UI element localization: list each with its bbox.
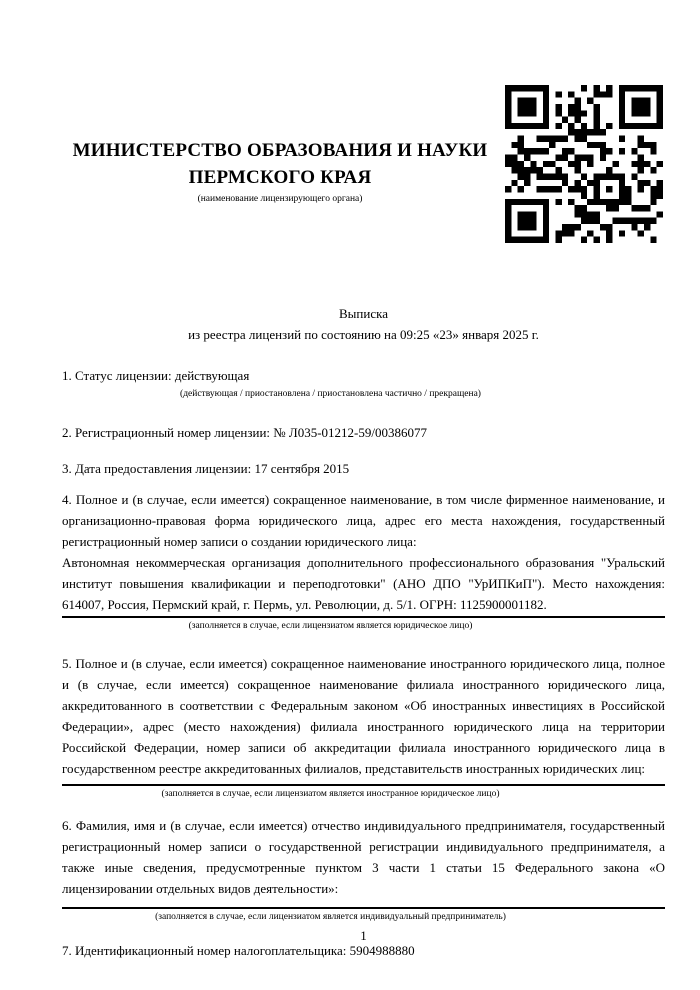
legal-entity-value: Автономная некоммерческая организация дополнительного профессионального образования "Уральский институт повышения квалификации и переподготовки" (АНО ДПО "УрИПКиП"). Место нахождения: 614007, Россия, Пермский край, г. Пермь, ул. Революции, д. 5/1. ОГРН: 1125900001182.	[62, 555, 665, 612]
entrepreneur-underline	[62, 907, 665, 909]
field-entrepreneur	[62, 815, 665, 924]
ministry-title	[62, 137, 498, 191]
ministry-title-line1: МИНИСТЕРСТВО ОБРАЗОВАНИЯ И НАУКИ	[72, 140, 488, 161]
licensing-authority-header	[62, 0, 498, 206]
document-title	[62, 303, 665, 345]
ministry-caption: (наименование лицензирующего органа)	[197, 194, 363, 204]
field-license-status	[62, 365, 665, 401]
document-title-line1: Выписка	[339, 306, 388, 321]
qr-code-icon	[505, 85, 663, 243]
license-status-caption: (действующая / приостановлена / приостановлена частично / прекращена)	[180, 389, 481, 399]
license-status-text: 1. Статус лицензии: действующая	[62, 368, 250, 383]
field-foreign-entity	[62, 653, 665, 801]
legal-entity-underline	[62, 616, 665, 618]
field-license-date	[62, 458, 665, 479]
foreign-entity-caption: (заполняется в случае, если лицензиатом является иностранное юридическое лицо)	[161, 789, 500, 799]
field-legal-entity	[62, 489, 665, 633]
legal-entity-label: 4. Полное и (в случае, если имеется) сокращенное наименование, в том числе фирменное наименование, и организационно-правовая форма юридического лица, адрес его места нахождения, государственный регистрационный номер записи о создании юридического лица:	[62, 492, 665, 549]
registration-number-text: 2. Регистрационный номер лицензии: № Л035-01212-59/00386077	[62, 425, 428, 440]
foreign-entity-label: 5. Полное и (в случае, если имеется) сокращенное наименование иностранного юридического лица, полное и (в случае, если имеется) сокращенное наименование филиала иностранного юридического лица, аккредитованного в соответствии с Федеральным законом «Об иностранных инвестициях в Российской Федерации», адрес (место нахождения) филиала иностранного юридического лица на территории Российской Федерации, номер записи об аккредитации филиала иностранного юридического лица в государственном реестре аккредитованных филиалов, представительств иностранных юридических лиц:	[62, 656, 665, 776]
ministry-title-line2: ПЕРМСКОГО КРАЯ	[188, 167, 372, 188]
license-date-text: 3. Дата предоставления лицензии: 17 сентября 2015	[62, 461, 350, 476]
legal-entity-caption: (заполняется в случае, если лицензиатом является юридическое лицо)	[188, 621, 473, 631]
document-body	[62, 365, 665, 961]
field-registration-number	[62, 422, 665, 443]
entrepreneur-label: 6. Фамилия, имя и (в случае, если имеется) отчество индивидуального предпринимателя, государственный регистрационный номер записи о государственной регистрации индивидуального предпринимателя, а также иные сведения, предусмотренные пунктом 3 части 1 статьи 15 Федерального закона «О лицензировании отдельных видов деятельности»:	[62, 818, 665, 896]
taxpayer-number-text: 7. Идентификационный номер налогоплательщика: 5904988880	[62, 943, 415, 958]
page-number: 1	[360, 928, 367, 943]
document-title-line2: из реестра лицензий по состоянию на 09:25 «23» января 2025 г.	[188, 327, 539, 342]
foreign-entity-underline	[62, 784, 665, 786]
entrepreneur-caption: (заполняется в случае, если лицензиатом является индивидуальный предприниматель)	[155, 912, 506, 922]
